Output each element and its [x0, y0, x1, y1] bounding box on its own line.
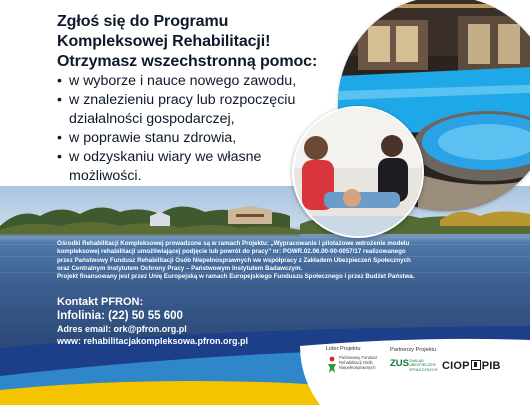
benefit-item-continuation: działalności gospodarczej, — [69, 111, 235, 127]
pfron-logo — [326, 356, 386, 382]
zus-name-line: SPOŁECZNYCH — [409, 367, 438, 372]
partners-strip — [318, 346, 530, 405]
project-info-line: Ośrodki Rehabilitacji Kompleksowej prowadzone są w ramach Projektu: „Wypracowanie i pilotażowe wdrożenie modelu — [57, 240, 410, 247]
zus-name-line: ZAKŁAD — [409, 359, 424, 363]
zus-logo — [390, 358, 438, 380]
ciop-mark-icon — [471, 360, 481, 370]
project-info — [57, 240, 477, 281]
pfron-name-line: Państwowy Fundusz — [339, 355, 378, 360]
headline-line-3: Otrzymasz wszechstronną pomoc: — [57, 53, 318, 70]
project-info-line: przez Państwowy Fundusz Rehabilitacji Osób Niepełnosprawnych we współpracy z Zakładem Ubezpieczeń Społecznych — [57, 256, 411, 264]
pfron-figure-icon — [326, 356, 338, 374]
zus-name-line: UBEZPIECZEŃ — [409, 363, 436, 368]
project-info-line: kompleksowej rehabilitacji umożliwiającej podjęcie lub powrót do pracy” nr: POWR.02.06.00-00-0057/17 realizowanego — [57, 248, 406, 256]
zus-name — [409, 359, 437, 372]
project-info-line: Projekt finansowany jest przez Unię Europejską w ramach Europejskiego Funduszu Społecznego i przez Budżet Państwa. — [57, 273, 415, 281]
benefit-item: • w wyborze i nauce nowego zawodu, — [57, 72, 357, 91]
pfron-name — [339, 356, 377, 370]
ciop-pib-logo — [442, 360, 501, 372]
pfron-name-line: Rehabilitacji Osób — [339, 359, 373, 365]
headline-line-2: Kompleksowej Rehabilitacji! — [57, 33, 271, 50]
benefit-item: • w poprawie stanu zdrowia, — [57, 129, 357, 148]
therapy-photo — [292, 106, 424, 238]
contact-title: Kontakt PFRON: — [57, 296, 144, 308]
contact-phone[interactable]: Infolinia: (22) 50 55 600 — [57, 310, 183, 322]
ciop-left: CIOP — [442, 360, 470, 372]
partners-label: Partnerzy Projektu — [390, 347, 437, 353]
benefit-item: • w odzyskaniu wiary we własne — [57, 148, 357, 167]
zus-mark: ZUS — [390, 358, 409, 369]
pfron-name-line: Niepełnosprawnych — [339, 364, 376, 370]
project-info-line: oraz Centralnym Instytutem Ochrony Pracy – Państwowym Instytutem Badawczym. — [57, 264, 303, 272]
contact-website[interactable]: www: rehabilitacjakompleksowa.pfron.org.pl — [57, 336, 249, 346]
benefit-item: • w znalezieniu pracy lub rozpoczęciu — [57, 91, 357, 110]
headline-line-1: Zgłoś się do Programu — [57, 13, 229, 30]
benefit-item-continuation: możliwości. — [69, 168, 142, 184]
contact-email[interactable]: Adres email: ork@pfron.org.pl — [57, 324, 187, 334]
ciop-right: PIB — [481, 360, 501, 372]
leader-label: Lider Projektu — [326, 346, 361, 352]
contact-block — [57, 296, 248, 347]
